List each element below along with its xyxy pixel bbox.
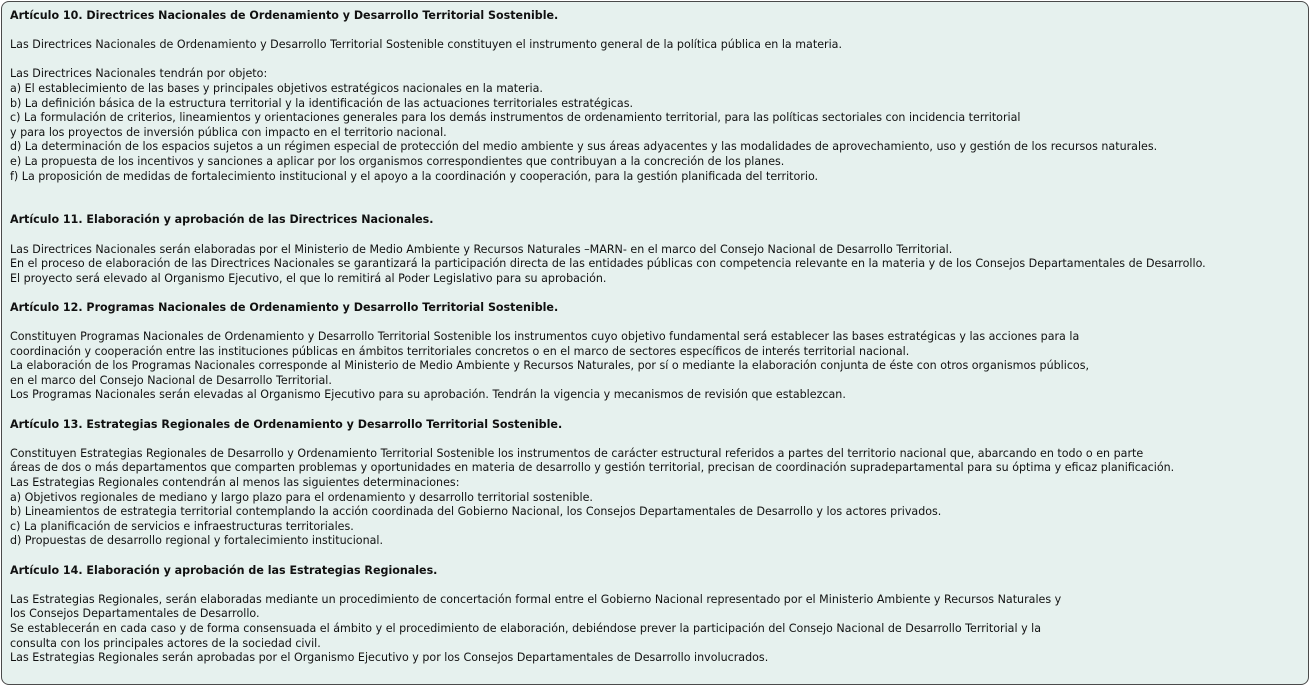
paragraph-line: Las Directrices Nacionales de Ordenamiento y Desarrollo Territorial Sostenible constituyen el instrumento general de la política pública en la materia. [10, 38, 842, 52]
paragraph-line: coordinación y cooperación entre las instituciones públicas en ámbitos territoriales concretos o en el marco de sectores específicos de interés territorial nacional. [10, 344, 910, 358]
list-item: c) La formulación de criterios, lineamientos y orientaciones generales para los demás instrumentos de ordenamiento territorial, para las políticas sectoriales con incidencia territorial [10, 111, 1021, 125]
article-10 [10, 9, 1300, 184]
list-item: a) Objetivos regionales de mediano y largo plazo para el ordenamiento y desarrollo territorial sostenible. [10, 490, 593, 504]
article-title: Artículo 12. Programas Nacionales de Ordenamiento y Desarrollo Territorial Sostenible. [10, 300, 559, 314]
paragraph-line: Los Programas Nacionales serán elevadas al Organismo Ejecutivo para su aprobación. Tendrán la vigencia y mecanismos de revisión que establezcan. [10, 388, 846, 402]
article-11 [10, 213, 1300, 286]
paragraph-line: Constituyen Programas Nacionales de Ordenamiento y Desarrollo Territorial Sostenible los instrumentos cuyo objetivo fundamental será establecer las bases estratégicas y las acciones para la [10, 330, 1080, 344]
article-title: Artículo 13. Estrategias Regionales de Ordenamiento y Desarrollo Territorial Sostenible. [10, 417, 563, 431]
list-item: e) La propuesta de los incentivos y sanciones a aplicar por los organismos correspondientes que contribuyan a la concreción de los planes. [10, 154, 785, 168]
paragraph-line: Las Directrices Nacionales tendrán por objeto: [10, 67, 268, 81]
list-item: d) Propuestas de desarrollo regional y fortalecimiento institucional. [10, 534, 384, 548]
article-title: Artículo 11. Elaboración y aprobación de las Directrices Nacionales. [10, 213, 434, 227]
article-14 [10, 564, 1300, 666]
list-item: a) El establecimiento de las bases y principales objetivos estratégicos nacionales en la materia. [10, 81, 543, 95]
paragraph-line: Las Estrategias Regionales contendrán al menos las siguientes determinaciones: [10, 476, 460, 489]
paragraph-line: en el marco del Consejo Nacional de Desarrollo Territorial. [10, 373, 332, 387]
paragraph-line: El proyecto será elevado al Organismo Ejecutivo, el que lo remitirá al Poder Legislativo para su aprobación. [10, 271, 607, 285]
article-title: Artículo 14. Elaboración y aprobación de las Estrategias Regionales. [10, 563, 438, 577]
list-item: b) Lineamientos de estrategia territorial contemplando la acción coordinada del Gobierno Nacional, los Consejos Departamentales de Desarrollo y los actores privados. [10, 505, 942, 519]
paragraph-line: Las Directrices Nacionales serán elaboradas por el Ministerio de Medio Ambiente y Recursos Naturales –MARN- en el marco del Consejo Nacional de Desarrollo Territorial. [10, 242, 953, 256]
paragraph-line: consulta con los principales actores de la sociedad civil. [10, 636, 321, 650]
article-13 [10, 418, 1300, 549]
list-item: y para los proyectos de inversión pública con impacto en el territorio nacional. [10, 125, 447, 139]
article-12 [10, 301, 1300, 403]
list-item: f) La proposición de medidas de fortalecimiento institucional y el apoyo a la coordinación y cooperación, para la gestión planificada del territorio. [10, 169, 819, 183]
paragraph-line: los Consejos Departamentales de Desarrollo. [10, 607, 260, 621]
paragraph-line: Se establecerán en cada caso y de forma consensuada el ámbito y el procedimiento de elaboración, debiéndose prever la participación del Consejo Nacional de Desarrollo Territorial y la [10, 621, 1042, 635]
document-panel [1, 1, 1309, 685]
paragraph-line: En el proceso de elaboración de las Directrices Nacionales se garantizará la participación directa de las entidades públicas con competencia relevante en la materia y de los Consejos Departamentales de Desarrollo. [10, 257, 1206, 271]
list-item: b) La definición básica de la estructura territorial y la identificación de las actuaciones territoriales estratégicas. [10, 96, 634, 110]
list-item: d) La determinación de los espacios sujetos a un régimen especial de protección del medio ambiente y sus áreas adyacentes y las modalidades de aprovechamiento, uso y gestión de los recursos naturales. [10, 140, 1158, 154]
list-item: c) La planificación de servicios e infraestructuras territoriales. [10, 519, 354, 533]
paragraph-line: áreas de dos o más departamentos que comparten problemas y oportunidades en materia de desarrollo y gestión territorial, precisan de coordinación supradepartamental para su óptima y eficaz planificación. [10, 461, 1175, 475]
paragraph-line: La elaboración de los Programas Nacionales corresponde al Ministerio de Medio Ambiente y Recursos Naturales, por sí o mediante la elaboración conjunta de éste con otros organismos públicos, [10, 359, 1090, 373]
paragraph-line: Las Estrategias Regionales, serán elaboradas mediante un procedimiento de concertación formal entre el Gobierno Nacional representado por el Ministerio Ambiente y Recursos Naturales y [10, 592, 1062, 606]
paragraph-line: Constituyen Estrategias Regionales de Desarrollo y Ordenamiento Territorial Sostenible los instrumentos de carácter estructural referidos a partes del territorio nacional que, abarcando en todo o en parte [10, 446, 1144, 460]
paragraph-line: Las Estrategias Regionales serán aprobadas por el Organismo Ejecutivo y por los Consejos Departamentales de Desarrollo involucrados. [10, 651, 769, 665]
article-title: Artículo 10. Directrices Nacionales de Ordenamiento y Desarrollo Territorial Sostenible. [10, 9, 559, 22]
